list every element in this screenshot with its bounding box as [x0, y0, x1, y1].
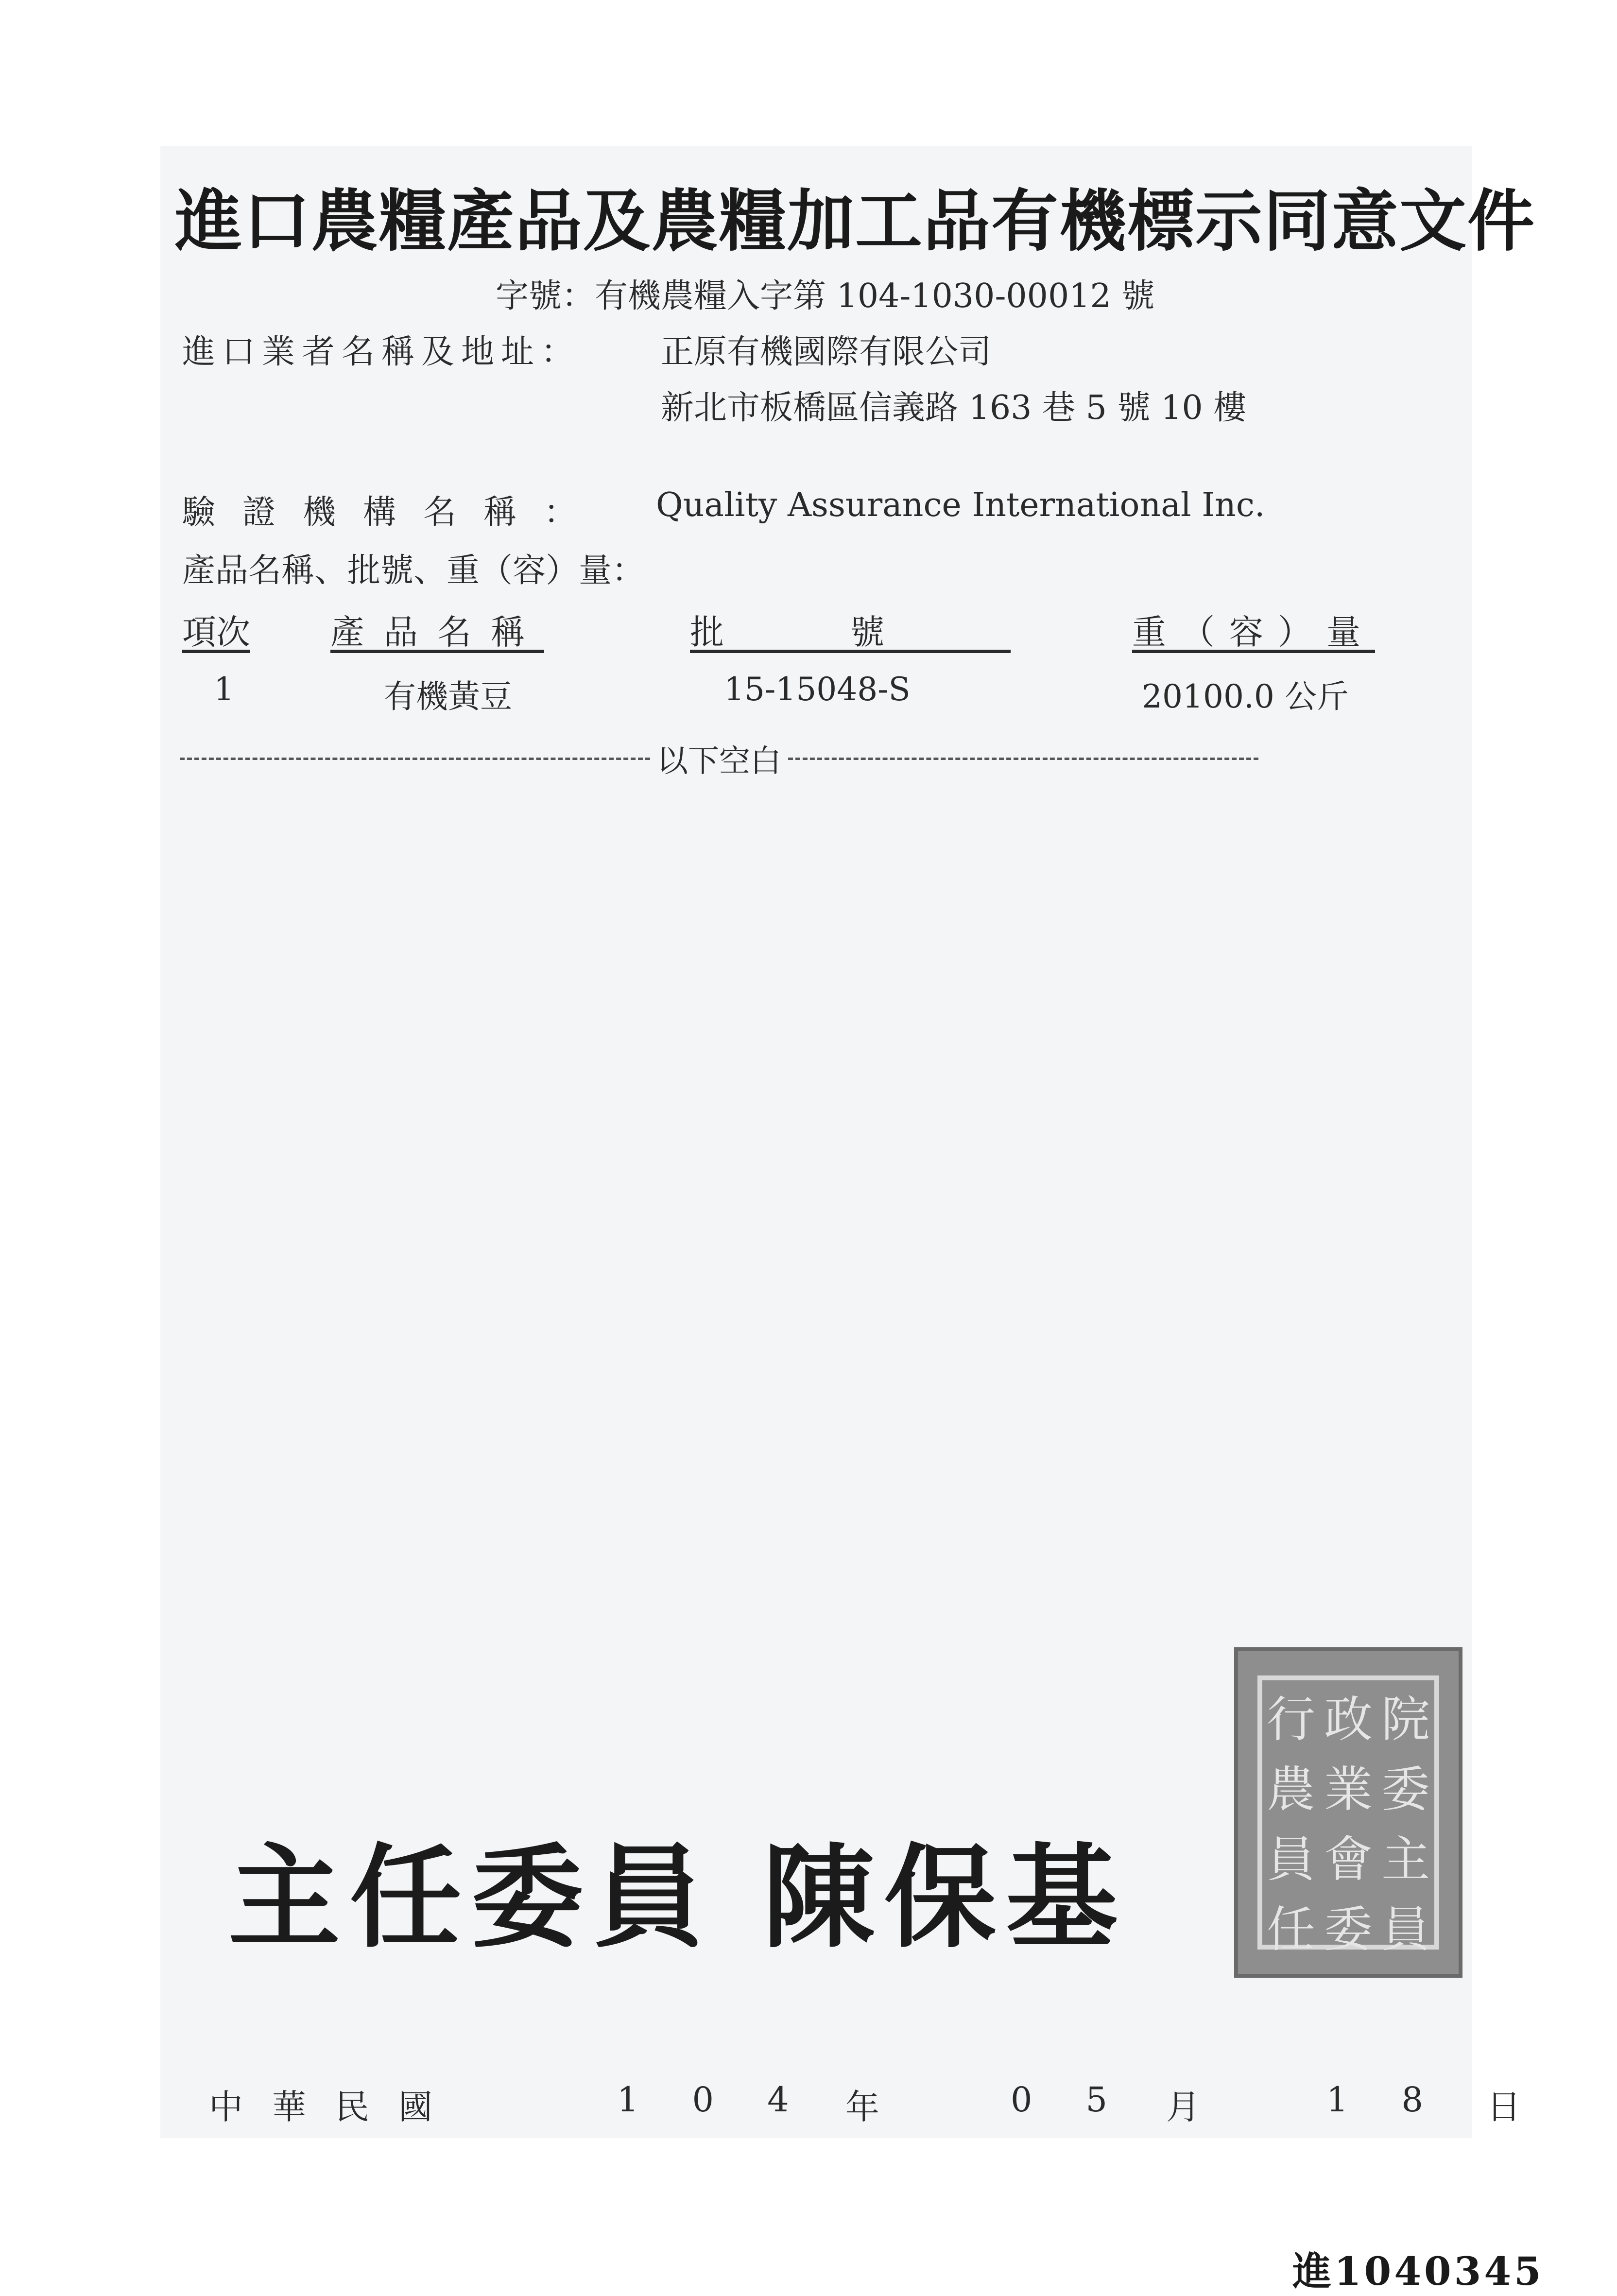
official-seal — [1234, 1647, 1462, 1978]
dashed-line-left — [180, 758, 650, 760]
seal-character: 委 — [1324, 1901, 1373, 1958]
seal-character: 主 — [1381, 1831, 1430, 1888]
document-number: 字號：有機農糧入字第 104-1030-00012 號 — [496, 277, 1155, 315]
table-header-weight: 重（容）量 — [1132, 612, 1375, 652]
seal-character: 院 — [1381, 1691, 1430, 1748]
table-cell-product: 有機黃豆 — [384, 678, 512, 715]
date-year: 104 — [617, 2080, 843, 2120]
seal-characters — [1257, 1675, 1439, 1958]
seal-character: 業 — [1324, 1761, 1373, 1818]
importer-address: 新北市板橋區信義路 163 巷 5 號 10 樓 — [661, 389, 1247, 427]
date-day: 18 — [1326, 2080, 1477, 2120]
importer-label: 進口業者名稱及地址： — [182, 333, 581, 371]
document-title: 進口農糧產品及農糧加工品有機標示同意文件 — [175, 182, 1536, 260]
seal-character: 任 — [1267, 1901, 1315, 1958]
date-month: 05 — [1011, 2080, 1161, 2120]
table-header-product: 產品名稱 — [330, 612, 544, 652]
seal-character: 行 — [1267, 1691, 1315, 1748]
table-cell-lot: 15-15048-S — [724, 671, 911, 708]
table-cell-item: 1 — [214, 671, 234, 708]
date-year-unit: 年 — [845, 2087, 879, 2127]
serial-number: 進1040345 — [1292, 2248, 1544, 2294]
seal-character: 員 — [1381, 1901, 1430, 1958]
seal-character: 委 — [1381, 1761, 1430, 1818]
seal-character: 農 — [1267, 1761, 1315, 1818]
end-marker: 以下空白 — [657, 743, 781, 779]
end-of-list-rule — [180, 736, 1258, 781]
seal-character: 政 — [1324, 1691, 1373, 1748]
table-header-item: 項次 — [182, 612, 250, 652]
certifier-name: Quality Assurance International Inc. — [656, 486, 1265, 524]
seal-character: 員 — [1267, 1831, 1315, 1888]
importer-name: 正原有機國際有限公司 — [661, 333, 992, 371]
signature: 主任委員 陳保基 — [228, 1833, 1128, 1963]
dashed-line-right — [788, 758, 1258, 760]
certifier-label: 驗證機構名稱： — [182, 493, 604, 532]
seal-character: 會 — [1324, 1831, 1373, 1888]
table-header-lot: 批號 — [690, 612, 1011, 652]
date-month-unit: 月 — [1166, 2087, 1200, 2127]
table-cell-weight: 20100.0 公斤 — [1142, 678, 1349, 715]
date-era: 中華民國 — [209, 2087, 462, 2127]
products-label: 產品名稱、批號、重（容）量： — [182, 552, 645, 590]
date-day-unit: 日 — [1487, 2087, 1521, 2127]
